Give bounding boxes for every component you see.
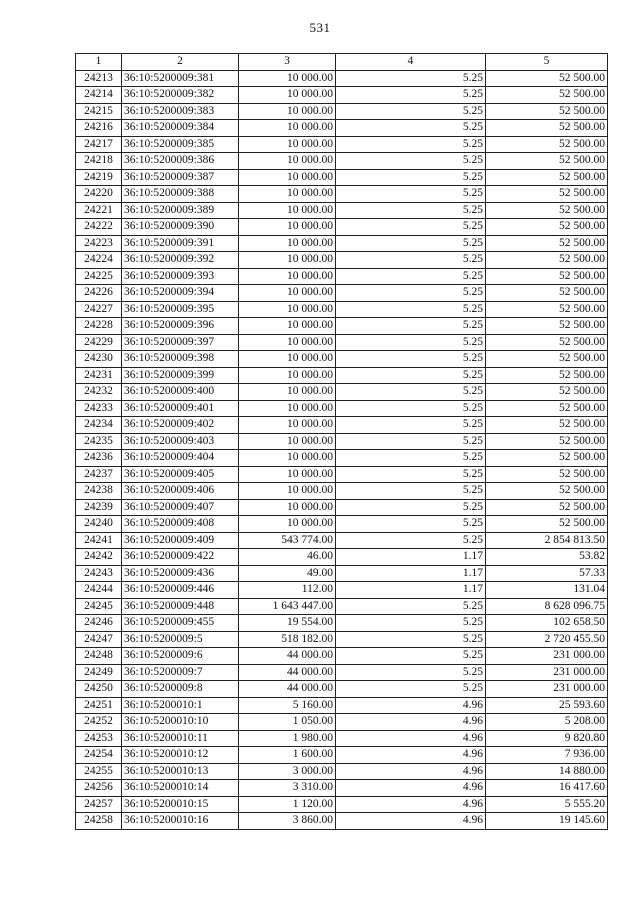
row-number-cell: 24258 <box>76 813 122 830</box>
table-row <box>76 417 608 434</box>
row-number-cell: 24247 <box>76 631 122 648</box>
value-cell: 14 880.00 <box>486 763 608 780</box>
table-row <box>76 103 608 120</box>
table-row <box>76 70 608 87</box>
row-number-cell: 24226 <box>76 285 122 302</box>
value-cell: 52 500.00 <box>486 235 608 252</box>
cadastral-number-cell: 36:10:5200009:399 <box>122 367 239 384</box>
rate-cell: 5.25 <box>336 483 486 500</box>
rate-cell: 5.25 <box>336 351 486 368</box>
cadastral-number-cell: 36:10:5200009:407 <box>122 499 239 516</box>
area-cell: 543 774.00 <box>239 532 336 549</box>
area-cell: 5 160.00 <box>239 697 336 714</box>
cadastral-number-cell: 36:10:5200010:11 <box>122 730 239 747</box>
row-number-cell: 24223 <box>76 235 122 252</box>
cadastral-number-cell: 36:10:5200010:15 <box>122 796 239 813</box>
cadastral-number-cell: 36:10:5200009:446 <box>122 582 239 599</box>
value-cell: 5 208.00 <box>486 714 608 731</box>
area-cell: 112.00 <box>239 582 336 599</box>
value-cell: 2 720 455.50 <box>486 631 608 648</box>
row-number-cell: 24249 <box>76 664 122 681</box>
value-cell: 52 500.00 <box>486 153 608 170</box>
area-cell: 49.00 <box>239 565 336 582</box>
area-cell: 46.00 <box>239 549 336 566</box>
cadastral-number-cell: 36:10:5200009:391 <box>122 235 239 252</box>
rate-cell: 5.25 <box>336 186 486 203</box>
column-header: 2 <box>122 54 239 71</box>
column-header: 4 <box>336 54 486 71</box>
row-number-cell: 24243 <box>76 565 122 582</box>
table-row <box>76 318 608 335</box>
value-cell: 231 000.00 <box>486 664 608 681</box>
value-cell: 9 820.80 <box>486 730 608 747</box>
data-table <box>75 53 608 830</box>
table-row <box>76 813 608 830</box>
cadastral-number-cell: 36:10:5200009:393 <box>122 268 239 285</box>
row-number-cell: 24219 <box>76 169 122 186</box>
rate-cell: 5.25 <box>336 433 486 450</box>
row-number-cell: 24216 <box>76 120 122 137</box>
table-row <box>76 730 608 747</box>
cadastral-number-cell: 36:10:5200009:395 <box>122 301 239 318</box>
rate-cell: 5.25 <box>336 120 486 137</box>
area-cell: 10 000.00 <box>239 136 336 153</box>
table-row <box>76 120 608 137</box>
row-number-cell: 24229 <box>76 334 122 351</box>
row-number-cell: 24238 <box>76 483 122 500</box>
rate-cell: 5.25 <box>336 466 486 483</box>
area-cell: 1 120.00 <box>239 796 336 813</box>
rate-cell: 5.25 <box>336 219 486 236</box>
rate-cell: 5.25 <box>336 318 486 335</box>
table-body <box>76 70 608 829</box>
value-cell: 52 500.00 <box>486 252 608 269</box>
row-number-cell: 24230 <box>76 351 122 368</box>
rate-cell: 5.25 <box>336 417 486 434</box>
row-number-cell: 24236 <box>76 450 122 467</box>
row-number-cell: 24233 <box>76 400 122 417</box>
header-row <box>76 54 608 71</box>
value-cell: 7 936.00 <box>486 747 608 764</box>
rate-cell: 5.25 <box>336 598 486 615</box>
area-cell: 10 000.00 <box>239 252 336 269</box>
value-cell: 52 500.00 <box>486 351 608 368</box>
cadastral-number-cell: 36:10:5200009:389 <box>122 202 239 219</box>
cadastral-number-cell: 36:10:5200010:10 <box>122 714 239 731</box>
area-cell: 1 643 447.00 <box>239 598 336 615</box>
cadastral-number-cell: 36:10:5200009:408 <box>122 516 239 533</box>
rate-cell: 5.25 <box>336 235 486 252</box>
row-number-cell: 24231 <box>76 367 122 384</box>
value-cell: 52 500.00 <box>486 87 608 104</box>
value-cell: 52 500.00 <box>486 384 608 401</box>
row-number-cell: 24221 <box>76 202 122 219</box>
value-cell: 52 500.00 <box>486 120 608 137</box>
value-cell: 52 500.00 <box>486 219 608 236</box>
cadastral-number-cell: 36:10:5200009:455 <box>122 615 239 632</box>
value-cell: 52 500.00 <box>486 367 608 384</box>
rate-cell: 4.96 <box>336 730 486 747</box>
area-cell: 44 000.00 <box>239 648 336 665</box>
cadastral-number-cell: 36:10:5200010:1 <box>122 697 239 714</box>
row-number-cell: 24240 <box>76 516 122 533</box>
cadastral-number-cell: 36:10:5200009:405 <box>122 466 239 483</box>
value-cell: 52 500.00 <box>486 70 608 87</box>
value-cell: 52 500.00 <box>486 301 608 318</box>
cadastral-number-cell: 36:10:5200009:404 <box>122 450 239 467</box>
area-cell: 19 554.00 <box>239 615 336 632</box>
value-cell: 231 000.00 <box>486 648 608 665</box>
table-row <box>76 499 608 516</box>
cadastral-number-cell: 36:10:5200010:12 <box>122 747 239 764</box>
table-row <box>76 615 608 632</box>
cadastral-number-cell: 36:10:5200010:13 <box>122 763 239 780</box>
cadastral-number-cell: 36:10:5200009:386 <box>122 153 239 170</box>
value-cell: 53.82 <box>486 549 608 566</box>
cadastral-number-cell: 36:10:5200009:5 <box>122 631 239 648</box>
rate-cell: 5.25 <box>336 499 486 516</box>
cadastral-number-cell: 36:10:5200009:422 <box>122 549 239 566</box>
area-cell: 10 000.00 <box>239 367 336 384</box>
cadastral-number-cell: 36:10:5200009:402 <box>122 417 239 434</box>
rate-cell: 4.96 <box>336 813 486 830</box>
rate-cell: 5.25 <box>336 631 486 648</box>
rate-cell: 4.96 <box>336 747 486 764</box>
area-cell: 10 000.00 <box>239 70 336 87</box>
rate-cell: 5.25 <box>336 664 486 681</box>
cadastral-number-cell: 36:10:5200009:383 <box>122 103 239 120</box>
cadastral-number-cell: 36:10:5200010:14 <box>122 780 239 797</box>
cadastral-number-cell: 36:10:5200009:392 <box>122 252 239 269</box>
table-row <box>76 169 608 186</box>
row-number-cell: 24257 <box>76 796 122 813</box>
rate-cell: 5.25 <box>336 384 486 401</box>
row-number-cell: 24251 <box>76 697 122 714</box>
table-row <box>76 153 608 170</box>
row-number-cell: 24235 <box>76 433 122 450</box>
row-number-cell: 24228 <box>76 318 122 335</box>
table-row <box>76 681 608 698</box>
table-row <box>76 268 608 285</box>
table-row <box>76 433 608 450</box>
table-row <box>76 648 608 665</box>
value-cell: 52 500.00 <box>486 483 608 500</box>
column-header: 1 <box>76 54 122 71</box>
area-cell: 10 000.00 <box>239 219 336 236</box>
row-number-cell: 24248 <box>76 648 122 665</box>
area-cell: 44 000.00 <box>239 664 336 681</box>
area-cell: 10 000.00 <box>239 516 336 533</box>
table-row <box>76 334 608 351</box>
value-cell: 52 500.00 <box>486 516 608 533</box>
rate-cell: 5.25 <box>336 648 486 665</box>
table-row <box>76 87 608 104</box>
table-row <box>76 763 608 780</box>
cadastral-number-cell: 36:10:5200009:436 <box>122 565 239 582</box>
table-row <box>76 516 608 533</box>
row-number-cell: 24217 <box>76 136 122 153</box>
area-cell: 10 000.00 <box>239 285 336 302</box>
area-cell: 10 000.00 <box>239 202 336 219</box>
rate-cell: 1.17 <box>336 549 486 566</box>
value-cell: 52 500.00 <box>486 268 608 285</box>
area-cell: 1 050.00 <box>239 714 336 731</box>
table-row <box>76 384 608 401</box>
table-row <box>76 202 608 219</box>
rate-cell: 5.25 <box>336 268 486 285</box>
row-number-cell: 24244 <box>76 582 122 599</box>
rate-cell: 5.25 <box>336 301 486 318</box>
value-cell: 2 854 813.50 <box>486 532 608 549</box>
rate-cell: 5.25 <box>336 136 486 153</box>
rate-cell: 4.96 <box>336 763 486 780</box>
area-cell: 3 310.00 <box>239 780 336 797</box>
table-row <box>76 301 608 318</box>
row-number-cell: 24234 <box>76 417 122 434</box>
row-number-cell: 24254 <box>76 747 122 764</box>
value-cell: 52 500.00 <box>486 285 608 302</box>
value-cell: 57.33 <box>486 565 608 582</box>
row-number-cell: 24241 <box>76 532 122 549</box>
area-cell: 10 000.00 <box>239 450 336 467</box>
area-cell: 10 000.00 <box>239 499 336 516</box>
table-row <box>76 450 608 467</box>
row-number-cell: 24218 <box>76 153 122 170</box>
rate-cell: 4.96 <box>336 796 486 813</box>
row-number-cell: 24252 <box>76 714 122 731</box>
row-number-cell: 24246 <box>76 615 122 632</box>
rate-cell: 1.17 <box>336 582 486 599</box>
area-cell: 44 000.00 <box>239 681 336 698</box>
value-cell: 52 500.00 <box>486 186 608 203</box>
cadastral-number-cell: 36:10:5200010:16 <box>122 813 239 830</box>
row-number-cell: 24214 <box>76 87 122 104</box>
area-cell: 10 000.00 <box>239 235 336 252</box>
area-cell: 10 000.00 <box>239 301 336 318</box>
value-cell: 19 145.60 <box>486 813 608 830</box>
cadastral-number-cell: 36:10:5200009:8 <box>122 681 239 698</box>
area-cell: 10 000.00 <box>239 318 336 335</box>
cadastral-number-cell: 36:10:5200009:398 <box>122 351 239 368</box>
rate-cell: 4.96 <box>336 780 486 797</box>
rate-cell: 5.25 <box>336 87 486 104</box>
area-cell: 10 000.00 <box>239 466 336 483</box>
area-cell: 10 000.00 <box>239 169 336 186</box>
area-cell: 10 000.00 <box>239 400 336 417</box>
value-cell: 52 500.00 <box>486 202 608 219</box>
rate-cell: 5.25 <box>336 615 486 632</box>
rate-cell: 4.96 <box>336 697 486 714</box>
table-row <box>76 582 608 599</box>
column-header: 3 <box>239 54 336 71</box>
table-row <box>76 285 608 302</box>
area-cell: 10 000.00 <box>239 120 336 137</box>
table-row <box>76 664 608 681</box>
area-cell: 3 000.00 <box>239 763 336 780</box>
table-row <box>76 747 608 764</box>
rate-cell: 5.25 <box>336 252 486 269</box>
rate-cell: 5.25 <box>336 400 486 417</box>
table-row <box>76 466 608 483</box>
rate-cell: 5.25 <box>336 681 486 698</box>
row-number-cell: 24220 <box>76 186 122 203</box>
page-number: 531 <box>309 20 331 35</box>
row-number-cell: 24222 <box>76 219 122 236</box>
cadastral-number-cell: 36:10:5200009:385 <box>122 136 239 153</box>
value-cell: 52 500.00 <box>486 450 608 467</box>
cadastral-number-cell: 36:10:5200009:382 <box>122 87 239 104</box>
row-number-cell: 24225 <box>76 268 122 285</box>
row-number-cell: 24227 <box>76 301 122 318</box>
table-row <box>76 598 608 615</box>
value-cell: 131.04 <box>486 582 608 599</box>
cadastral-number-cell: 36:10:5200009:448 <box>122 598 239 615</box>
column-header: 5 <box>486 54 608 71</box>
row-number-cell: 24232 <box>76 384 122 401</box>
row-number-cell: 24215 <box>76 103 122 120</box>
row-number-cell: 24255 <box>76 763 122 780</box>
cadastral-number-cell: 36:10:5200009:381 <box>122 70 239 87</box>
cadastral-number-cell: 36:10:5200009:6 <box>122 648 239 665</box>
area-cell: 10 000.00 <box>239 334 336 351</box>
value-cell: 52 500.00 <box>486 103 608 120</box>
table-row <box>76 565 608 582</box>
value-cell: 25 593.60 <box>486 697 608 714</box>
area-cell: 10 000.00 <box>239 186 336 203</box>
rate-cell: 5.25 <box>336 516 486 533</box>
cadastral-number-cell: 36:10:5200009:406 <box>122 483 239 500</box>
cadastral-number-cell: 36:10:5200009:396 <box>122 318 239 335</box>
table-row <box>76 219 608 236</box>
row-number-cell: 24250 <box>76 681 122 698</box>
area-cell: 10 000.00 <box>239 351 336 368</box>
table-row <box>76 714 608 731</box>
table-row <box>76 400 608 417</box>
table-row <box>76 186 608 203</box>
row-number-cell: 24239 <box>76 499 122 516</box>
rate-cell: 1.17 <box>336 565 486 582</box>
value-cell: 231 000.00 <box>486 681 608 698</box>
table-row <box>76 780 608 797</box>
area-cell: 10 000.00 <box>239 384 336 401</box>
table-row <box>76 796 608 813</box>
row-number-cell: 24256 <box>76 780 122 797</box>
row-number-cell: 24213 <box>76 70 122 87</box>
value-cell: 52 500.00 <box>486 499 608 516</box>
row-number-cell: 24253 <box>76 730 122 747</box>
row-number-cell: 24237 <box>76 466 122 483</box>
table-row <box>76 351 608 368</box>
area-cell: 10 000.00 <box>239 268 336 285</box>
value-cell: 52 500.00 <box>486 318 608 335</box>
rate-cell: 5.25 <box>336 334 486 351</box>
table-row <box>76 235 608 252</box>
value-cell: 52 500.00 <box>486 417 608 434</box>
area-cell: 1 980.00 <box>239 730 336 747</box>
table-row <box>76 532 608 549</box>
cadastral-number-cell: 36:10:5200009:390 <box>122 219 239 236</box>
area-cell: 10 000.00 <box>239 417 336 434</box>
value-cell: 52 500.00 <box>486 169 608 186</box>
area-cell: 1 600.00 <box>239 747 336 764</box>
value-cell: 52 500.00 <box>486 433 608 450</box>
row-number-cell: 24242 <box>76 549 122 566</box>
cadastral-number-cell: 36:10:5200009:394 <box>122 285 239 302</box>
area-cell: 10 000.00 <box>239 103 336 120</box>
rate-cell: 5.25 <box>336 153 486 170</box>
table-row <box>76 483 608 500</box>
rate-cell: 5.25 <box>336 367 486 384</box>
rate-cell: 5.25 <box>336 285 486 302</box>
value-cell: 8 628 096.75 <box>486 598 608 615</box>
rate-cell: 5.25 <box>336 202 486 219</box>
value-cell: 102 658.50 <box>486 615 608 632</box>
table-row <box>76 631 608 648</box>
rate-cell: 5.25 <box>336 169 486 186</box>
table-row <box>76 252 608 269</box>
table-row <box>76 549 608 566</box>
area-cell: 10 000.00 <box>239 153 336 170</box>
cadastral-number-cell: 36:10:5200009:384 <box>122 120 239 137</box>
row-number-cell: 24245 <box>76 598 122 615</box>
value-cell: 5 555.20 <box>486 796 608 813</box>
cadastral-number-cell: 36:10:5200009:401 <box>122 400 239 417</box>
rate-cell: 4.96 <box>336 714 486 731</box>
value-cell: 52 500.00 <box>486 136 608 153</box>
rate-cell: 5.25 <box>336 532 486 549</box>
rate-cell: 5.25 <box>336 70 486 87</box>
cadastral-number-cell: 36:10:5200009:400 <box>122 384 239 401</box>
rate-cell: 5.25 <box>336 450 486 467</box>
cadastral-number-cell: 36:10:5200009:403 <box>122 433 239 450</box>
area-cell: 518 182.00 <box>239 631 336 648</box>
cadastral-number-cell: 36:10:5200009:387 <box>122 169 239 186</box>
area-cell: 10 000.00 <box>239 483 336 500</box>
cadastral-number-cell: 36:10:5200009:388 <box>122 186 239 203</box>
area-cell: 10 000.00 <box>239 433 336 450</box>
cadastral-number-cell: 36:10:5200009:409 <box>122 532 239 549</box>
value-cell: 52 500.00 <box>486 466 608 483</box>
cadastral-number-cell: 36:10:5200009:397 <box>122 334 239 351</box>
rate-cell: 5.25 <box>336 103 486 120</box>
table-row <box>76 697 608 714</box>
area-cell: 10 000.00 <box>239 87 336 104</box>
cadastral-number-cell: 36:10:5200009:7 <box>122 664 239 681</box>
table-row <box>76 367 608 384</box>
value-cell: 52 500.00 <box>486 400 608 417</box>
value-cell: 52 500.00 <box>486 334 608 351</box>
table-row <box>76 136 608 153</box>
area-cell: 3 860.00 <box>239 813 336 830</box>
value-cell: 16 417.60 <box>486 780 608 797</box>
row-number-cell: 24224 <box>76 252 122 269</box>
